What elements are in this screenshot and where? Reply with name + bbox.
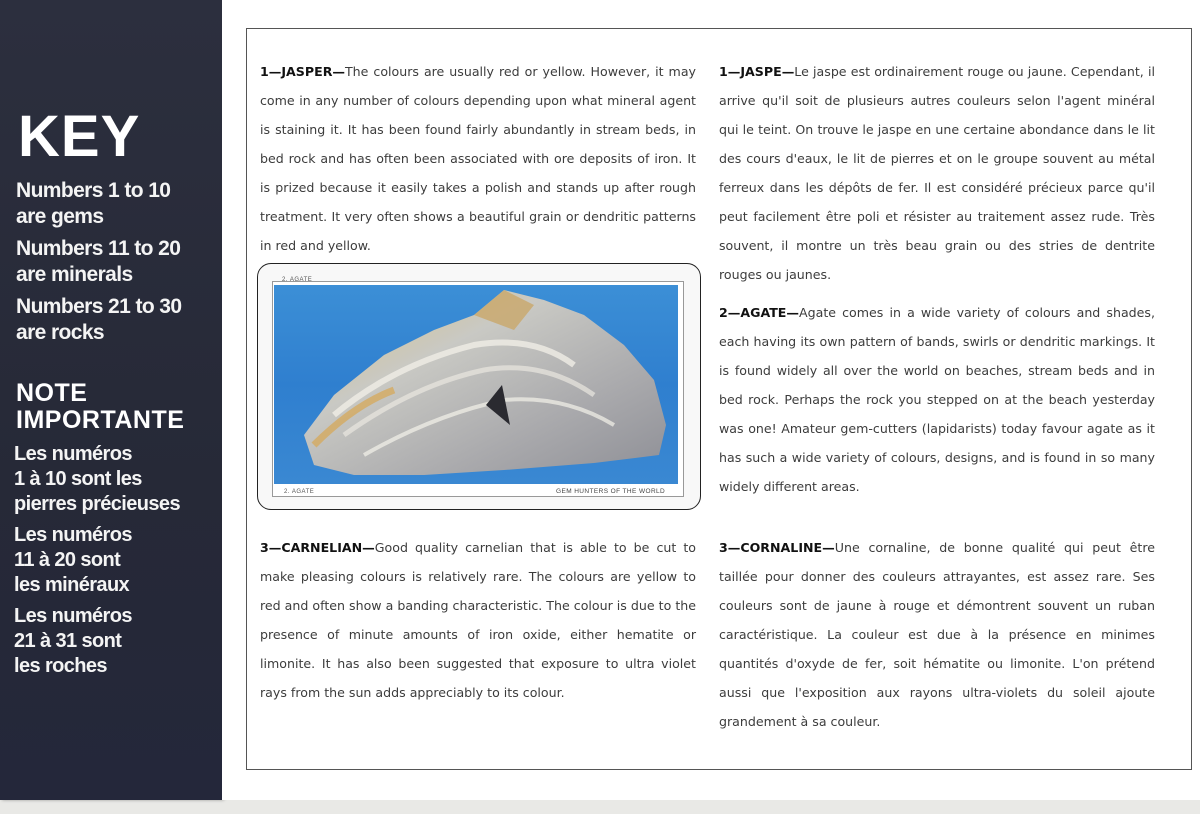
entry-text: Une cornaline, de bonne qualité qui peut être taillée pour donner des couleurs attrayantes, est assez rare. Ses couleurs sont de jaune à rouge et démontrent souvent un ruban caractéristique. La couleur est due à la présence en minimes quantités d'oxyde de fer, soit hématite ou limonite. L'on prétend aussi que l'exposition aux rayons ultra-violets du soleil ajoute grandement à sa couleur. bbox=[719, 540, 1155, 729]
entry-jasper-en bbox=[260, 57, 696, 260]
note-line: 21 à 31 sont bbox=[14, 630, 122, 652]
entry-heading: 3—CORNALINE— bbox=[719, 540, 835, 555]
key-line: are minerals bbox=[16, 263, 133, 286]
key-group-gems bbox=[16, 178, 216, 230]
entry-heading: 2—AGATE— bbox=[719, 305, 799, 320]
key-line: Numbers 1 to 10 bbox=[16, 179, 171, 202]
note-title-line: IMPORTANTE bbox=[16, 406, 185, 434]
key-line: are gems bbox=[16, 205, 104, 228]
entry-heading: 1—JASPER— bbox=[260, 64, 345, 79]
entry-heading: 3—CARNELIAN— bbox=[260, 540, 375, 555]
note-line: les roches bbox=[14, 655, 107, 677]
note-line: 11 à 20 sont bbox=[14, 549, 121, 571]
agate-photo bbox=[274, 285, 678, 484]
card-brand: GEM HUNTERS OF THE WORLD bbox=[556, 488, 666, 495]
note-line: Les numéros bbox=[14, 524, 132, 546]
note-group-minerals bbox=[14, 523, 219, 598]
agate-stone-photo-icon bbox=[274, 285, 678, 484]
entry-jasper-fr bbox=[719, 57, 1155, 289]
key-list bbox=[16, 178, 216, 352]
note-title-line: NOTE bbox=[16, 379, 88, 407]
note-group-rocks bbox=[14, 604, 219, 679]
entry-cornaline-fr bbox=[719, 533, 1155, 736]
entry-text: Good quality carnelian that is able to be cut to make pleasing colours is relatively rare. The colours are yellow to red and often show a banding characteristic. The colour is due to the presence of minute amounts of iron oxide, either hematite or limonite. It has also been suggested that exposure to ultra violet rays from the sun adds appreciably to its colour. bbox=[260, 540, 696, 700]
entry-carnelian-en bbox=[260, 533, 696, 707]
note-title bbox=[16, 380, 184, 434]
key-group-minerals bbox=[16, 236, 216, 288]
note-line: les minéraux bbox=[14, 574, 130, 596]
entry-text: Agate comes in a wide variety of colours and shades, each having its own pattern of bands, swirls or dendritic markings. It is found widely all over the world on beaches, stream beds and in bed rock. Perhaps the rock you stepped on at the beach yesterday was one! Amateur gem-cutters (lapidarists) today favour agate as it has such a wide variety of colours, designs, and is found in so many widely different areas. bbox=[719, 305, 1155, 494]
key-sidebar bbox=[0, 0, 222, 800]
key-line: Numbers 11 to 20 bbox=[16, 237, 181, 260]
entry-text: The colours are usually red or yellow. However, it may come in any number of colours depending upon what mineral agent is staining it. It has been found fairly abundantly in stream beds, in bed rock and has often been associated with ore deposits of iron. It is prized because it easily takes a polish and stands up after rough treatment. It very often shows a beautiful grain or dendritic patterns in red and yellow. bbox=[260, 64, 696, 253]
key-group-rocks bbox=[16, 294, 216, 346]
note-line: Les numéros bbox=[14, 443, 132, 465]
card-top-label: 2. AGATE bbox=[282, 277, 313, 283]
note-line: 1 à 10 sont les bbox=[14, 468, 142, 490]
card-bottom-label: 2. AGATE bbox=[284, 489, 315, 495]
key-line: are rocks bbox=[16, 321, 105, 344]
text-page bbox=[222, 0, 1200, 800]
note-line: pierres précieuses bbox=[14, 493, 180, 515]
entry-agate-en bbox=[719, 298, 1155, 501]
entry-text: Le jaspe est ordinairement rouge ou jaune. Cependant, il arrive qu'il soit de plusieurs autres couleurs selon l'agent minéral qui le teint. On trouve le jaspe en une certaine abondance dans le lit des cours d'eaux, le lit de pierres et on le groupe souvent au métal ferreux dans les dépôts de fer. Il est considéré précieux parce qu'il peut facilement être poli et résister au traitement assez rude. Très souvent, il montre un très beau grain ou des stries de dentrite rouges ou jaunes. bbox=[719, 64, 1155, 282]
entry-heading: 1—JASPE— bbox=[719, 64, 795, 79]
note-list bbox=[14, 442, 219, 685]
key-title: KEY bbox=[18, 104, 141, 169]
key-line: Numbers 21 to 30 bbox=[16, 295, 182, 318]
note-line: Les numéros bbox=[14, 605, 132, 627]
note-group-gems bbox=[14, 442, 219, 517]
